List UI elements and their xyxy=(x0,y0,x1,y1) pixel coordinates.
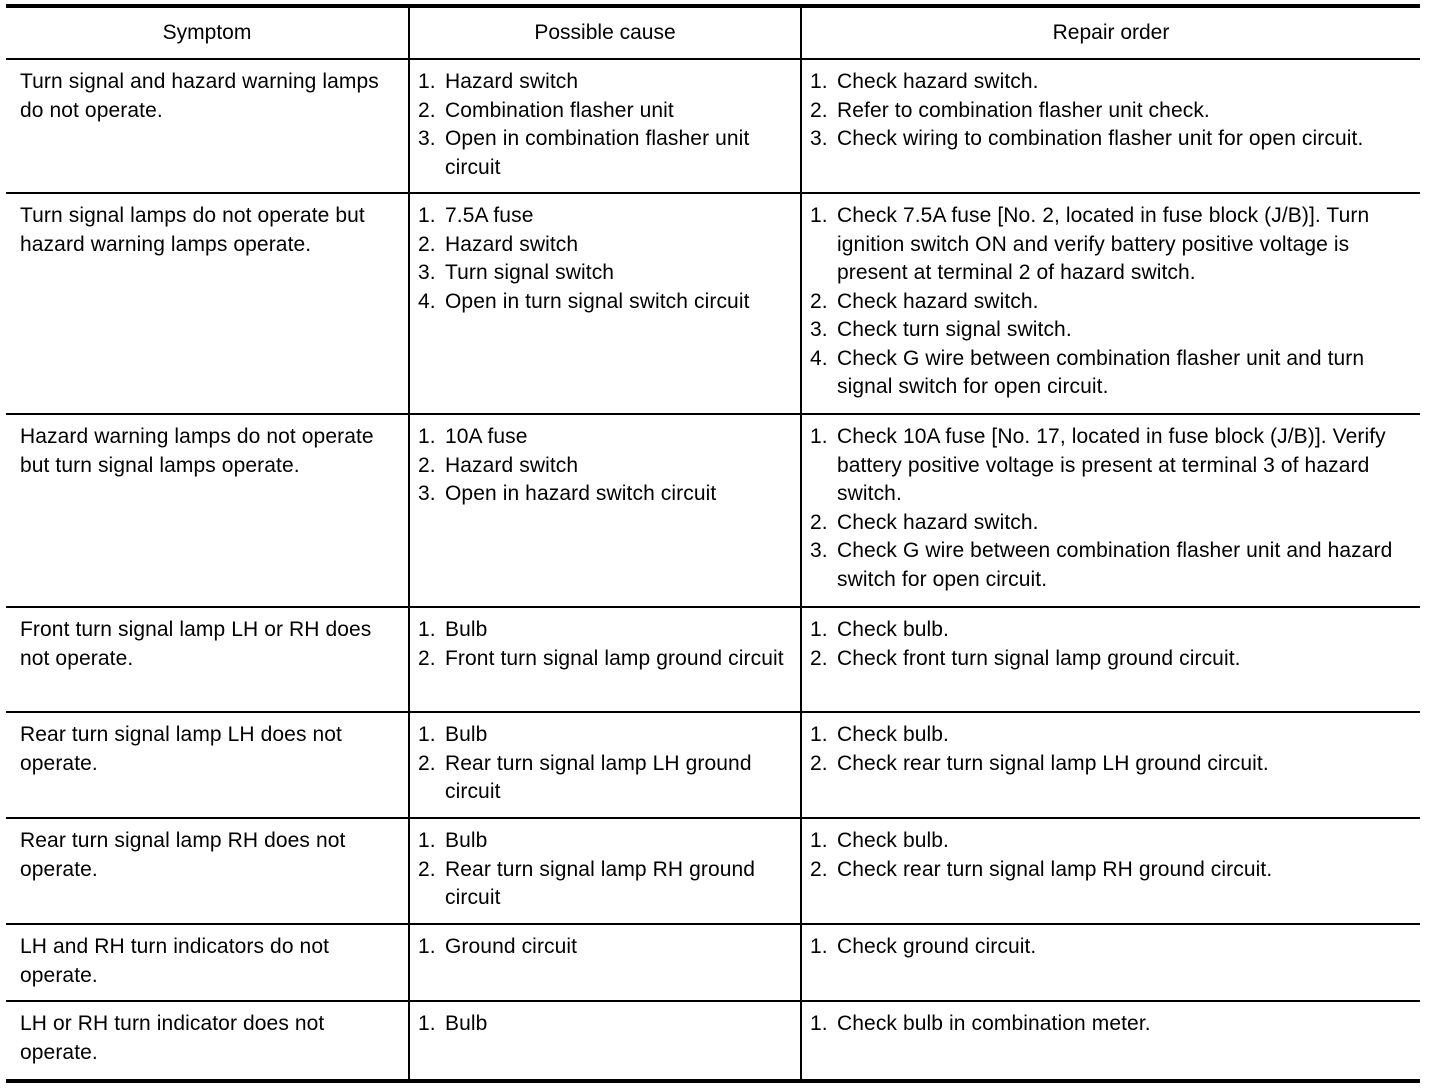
table-body xyxy=(6,59,1420,1081)
repair-step xyxy=(810,345,1412,402)
cause-item xyxy=(418,288,792,317)
cause-item xyxy=(418,68,792,97)
cause-item-text: Rear turn signal lamp LH ground circuit xyxy=(445,751,752,803)
possible-cause-cell xyxy=(409,924,801,1001)
possible-cause-cell-list xyxy=(418,721,792,807)
item-number: 2. xyxy=(418,857,436,881)
symptom-cell: LH or RH turn indicator does not operate. xyxy=(20,1012,325,1064)
possible-cause-cell-list xyxy=(418,202,792,316)
repair-step-text: Check 10A fuse [No. 17, located in fuse block (J/B)]. Verify battery positive voltage is present at terminal 3 of hazard switch. xyxy=(837,425,1386,505)
cause-item-text: Hazard switch xyxy=(445,453,579,477)
item-number: 1. xyxy=(810,70,828,93)
item-number: 2. xyxy=(418,646,436,670)
repair-order-cell xyxy=(801,414,1420,607)
repair-step xyxy=(810,316,1412,345)
repair-step xyxy=(810,97,1412,126)
item-number: 1. xyxy=(810,935,828,958)
repair-step-text: Check ground circuit. xyxy=(837,935,1037,958)
possible-cause-cell xyxy=(409,818,801,924)
item-number: 1. xyxy=(810,1012,828,1035)
item-number: 1. xyxy=(810,618,828,641)
item-number: 1. xyxy=(418,829,436,852)
table-row xyxy=(6,607,1420,712)
cause-item xyxy=(418,259,792,288)
cause-item-text: Open in turn signal switch circuit xyxy=(445,289,750,313)
repair-order-cell xyxy=(801,59,1420,193)
item-number: 1. xyxy=(418,425,436,448)
repair-order-cell-list xyxy=(810,721,1412,778)
repair-step-text: Check bulb. xyxy=(837,829,949,852)
cause-item xyxy=(418,202,792,231)
repair-step xyxy=(810,933,1412,962)
item-number: 1. xyxy=(810,829,828,852)
item-number: 3. xyxy=(810,127,828,150)
table-row xyxy=(6,59,1420,193)
possible-cause-cell-list xyxy=(418,68,792,182)
repair-step xyxy=(810,509,1412,538)
repair-order-cell xyxy=(801,193,1420,414)
repair-order-cell xyxy=(801,607,1420,712)
repair-order-cell-list xyxy=(810,202,1412,402)
cause-item xyxy=(418,231,792,260)
table-row xyxy=(6,818,1420,924)
trouble-diagnosis-table xyxy=(6,4,1420,1083)
repair-step xyxy=(810,616,1412,645)
cause-item-text: Hazard switch xyxy=(445,70,579,93)
cause-item xyxy=(418,125,792,182)
document-page xyxy=(6,4,1420,1083)
repair-step-text: Check hazard switch. xyxy=(837,289,1039,313)
item-number: 1. xyxy=(418,618,436,641)
repair-step xyxy=(810,537,1412,594)
repair-order-cell xyxy=(801,1001,1420,1081)
repair-order-cell-list xyxy=(810,616,1412,673)
symptom-cell: Hazard warning lamps do not operate but turn signal lamps operate. xyxy=(6,414,409,607)
cause-item xyxy=(418,750,792,807)
cause-item-text: Open in hazard switch circuit xyxy=(445,482,717,505)
cause-item xyxy=(418,645,792,674)
item-number: 3. xyxy=(810,539,828,562)
repair-order-cell-list xyxy=(810,1010,1412,1039)
repair-step-text: Check hazard switch. xyxy=(837,510,1039,534)
repair-step-text: Check front turn signal lamp ground circuit. xyxy=(837,646,1241,670)
item-number: 2. xyxy=(418,751,436,775)
item-number: 1. xyxy=(418,70,436,93)
repair-step-text: Check bulb in combination meter. xyxy=(837,1012,1151,1035)
item-number: 1. xyxy=(418,204,436,227)
cause-item xyxy=(418,480,792,509)
item-number: 3. xyxy=(418,261,436,284)
repair-step xyxy=(810,202,1412,288)
repair-order-cell-list xyxy=(810,423,1412,594)
cause-item xyxy=(418,1010,792,1039)
repair-step-text: Check wiring to combination flasher unit for open circuit. xyxy=(837,127,1364,150)
repair-step xyxy=(810,423,1412,509)
repair-step xyxy=(810,125,1412,154)
cause-item-text: Bulb xyxy=(445,723,488,746)
cause-item xyxy=(418,97,792,126)
cause-item xyxy=(418,452,792,481)
possible-cause-cell xyxy=(409,193,801,414)
repair-order-cell xyxy=(801,924,1420,1001)
cause-item-text: Bulb xyxy=(445,829,488,852)
repair-order-cell xyxy=(801,818,1420,924)
item-number: 3. xyxy=(418,127,436,150)
repair-step-text: Check rear turn signal lamp LH ground circuit. xyxy=(837,751,1269,775)
possible-cause-cell-list xyxy=(418,423,792,509)
cause-item xyxy=(418,933,792,962)
symptom-cell: LH and RH turn indicators do not operate. xyxy=(6,924,409,1001)
repair-order-cell-list xyxy=(810,68,1412,154)
item-number: 2. xyxy=(810,646,828,670)
column-header-symptom: Symptom xyxy=(6,6,409,59)
column-header-repair-order: Repair order xyxy=(801,6,1420,59)
cause-item-text: Front turn signal lamp ground circuit xyxy=(445,646,784,670)
repair-step-text: Check G wire between combination flasher unit and hazard switch for open circuit. xyxy=(837,539,1393,591)
repair-step xyxy=(810,1010,1412,1039)
item-number: 2. xyxy=(810,510,828,534)
item-number: 1. xyxy=(418,1012,436,1035)
item-number: 3. xyxy=(418,482,436,505)
cause-item-text: Hazard switch xyxy=(445,232,579,256)
possible-cause-cell xyxy=(409,1001,801,1081)
symptom-cell: Rear turn signal lamp RH does not operate. xyxy=(6,818,409,924)
cause-item-text: 7.5A fuse xyxy=(445,204,534,227)
table-row xyxy=(6,1001,1420,1081)
cause-item xyxy=(418,423,792,452)
item-number: 1. xyxy=(810,204,828,227)
repair-step-text: Check hazard switch. xyxy=(837,70,1039,93)
table-row xyxy=(6,193,1420,414)
table-row xyxy=(6,924,1420,1001)
possible-cause-cell-list xyxy=(418,933,792,962)
repair-step xyxy=(810,750,1412,779)
item-number: 2. xyxy=(810,857,828,881)
item-number: 2. xyxy=(418,98,436,122)
symptom-cell: Front turn signal lamp LH or RH does not operate. xyxy=(6,607,409,712)
cause-item-text: 10A fuse xyxy=(445,425,528,448)
repair-step-text: Refer to combination flasher unit check. xyxy=(837,98,1210,122)
repair-step-text: Check bulb. xyxy=(837,723,949,746)
item-number: 2. xyxy=(810,289,828,313)
item-number: 4. xyxy=(418,289,436,313)
table-header-row xyxy=(6,6,1420,59)
repair-step xyxy=(810,288,1412,317)
item-number: 1. xyxy=(418,935,436,958)
possible-cause-cell xyxy=(409,59,801,193)
repair-step xyxy=(810,827,1412,856)
repair-step-text: Check turn signal switch. xyxy=(837,318,1072,341)
item-number: 4. xyxy=(810,346,828,370)
possible-cause-cell-list xyxy=(418,827,792,913)
repair-step xyxy=(810,856,1412,885)
cause-item-text: Open in combination flasher unit circuit xyxy=(445,127,750,179)
item-number: 2. xyxy=(418,232,436,256)
cause-item-text: Bulb xyxy=(445,1012,488,1035)
repair-step-text: Check 7.5A fuse [No. 2, located in fuse block (J/B)]. Turn ignition switch ON and verify battery positive voltage is present at terminal 2 of hazard switch. xyxy=(837,204,1370,284)
item-number: 2. xyxy=(810,98,828,122)
possible-cause-cell-list xyxy=(418,1010,792,1039)
repair-step xyxy=(810,721,1412,750)
repair-order-cell-list xyxy=(810,933,1412,962)
cause-item xyxy=(418,827,792,856)
cause-item-text: Combination flasher unit xyxy=(445,98,674,122)
possible-cause-cell-list xyxy=(418,616,792,673)
possible-cause-cell xyxy=(409,607,801,712)
item-number: 2. xyxy=(418,453,436,477)
item-number: 2. xyxy=(810,751,828,775)
cause-item-text: Rear turn signal lamp RH ground circuit xyxy=(445,857,756,909)
possible-cause-cell xyxy=(409,712,801,818)
repair-step xyxy=(810,68,1412,97)
cause-item xyxy=(418,721,792,750)
symptom-cell: Turn signal and hazard warning lamps do not operate. xyxy=(6,59,409,193)
cause-item xyxy=(418,856,792,913)
item-number: 1. xyxy=(810,425,828,448)
repair-order-cell-list xyxy=(810,827,1412,884)
repair-step-text: Check rear turn signal lamp RH ground circuit. xyxy=(837,857,1273,881)
item-number: 1. xyxy=(418,723,436,746)
cause-item-text: Turn signal switch xyxy=(445,261,615,284)
repair-step-text: Check G wire between combination flasher unit and turn signal switch for open circuit. xyxy=(837,346,1365,398)
repair-step-text: Check bulb. xyxy=(837,618,949,641)
symptom-cell: Turn signal lamps do not operate but hazard warning lamps operate. xyxy=(6,193,409,414)
item-number: 3. xyxy=(810,318,828,341)
table-row xyxy=(6,712,1420,818)
cause-item-text: Bulb xyxy=(445,618,488,641)
repair-order-cell xyxy=(801,712,1420,818)
item-number: 1. xyxy=(810,723,828,746)
cause-item xyxy=(418,616,792,645)
symptom-cell: Rear turn signal lamp LH does not operate. xyxy=(6,712,409,818)
possible-cause-cell xyxy=(409,414,801,607)
repair-step xyxy=(810,645,1412,674)
table-row xyxy=(6,414,1420,607)
cause-item-text: Ground circuit xyxy=(445,935,578,958)
column-header-possible-cause: Possible cause xyxy=(409,6,801,59)
